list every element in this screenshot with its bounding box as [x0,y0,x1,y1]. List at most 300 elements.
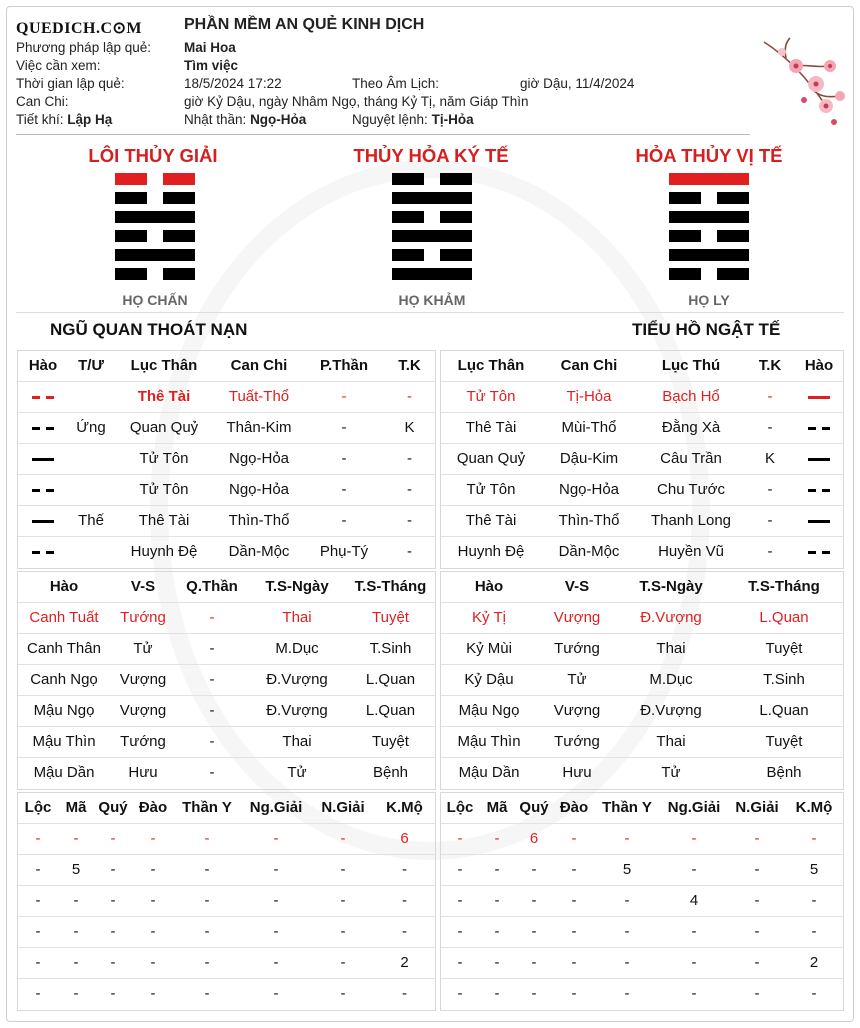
yin-line-icon [32,427,54,430]
table-cell: Tướng [110,602,176,633]
table-cell: L.Quan [725,602,843,633]
column-header: N.Giải [321,798,365,816]
line-symbol-cell [795,443,843,474]
table-cell: 6 [374,823,435,854]
table-header-row [441,792,843,823]
table-row [441,664,843,695]
luc-than-cell: Tử Tôn [441,474,541,505]
table-cell: - [785,885,843,916]
method-label: Phương pháp lập quẻ: [16,40,151,55]
column-header: Lục Thân [457,356,525,374]
table-cell: - [553,885,595,916]
table-cell: - [132,947,174,978]
table-cell: Thai [617,633,725,664]
line-symbol-cell [18,443,68,474]
table-cell: - [659,916,729,947]
table-cell: - [595,947,659,978]
yin-line-5 [392,249,472,261]
table-cell: 2 [374,947,435,978]
table-row [441,474,843,505]
yin-line-icon [32,396,54,399]
the-ung-cell [68,474,114,505]
line-symbol-cell [18,381,68,412]
can-chi-cell: Tuất-Thổ [214,381,304,412]
table-cell: - [729,823,785,854]
table-cell: - [595,916,659,947]
yin-line-1 [115,173,195,185]
can-chi-cell: Mùi-Thổ [541,412,637,443]
table-cell: Hưu [110,757,176,788]
table-cell: Kỷ Tị [441,602,537,633]
table-cell: - [240,978,312,1009]
method-value: Mai Hoa [184,40,236,55]
yang-line-icon [808,458,830,461]
luc-than-cell: Thê Tài [114,505,214,536]
table-cell: Tử [617,757,725,788]
table-luc-than-changed [441,350,843,567]
yang-line-6 [392,268,472,280]
can-chi-cell: Dần-Mộc [541,536,637,567]
tuan-khong-cell: - [745,412,795,443]
yang-line-1 [669,173,749,185]
house-changed: HỌ LY [688,292,730,308]
table-cell: 6 [515,823,553,854]
tuan-khong-cell: - [745,381,795,412]
yang-line-3 [115,211,195,223]
yin-line-icon [32,551,54,554]
tietkhi-info [16,112,112,127]
hexagram-changed [669,173,749,287]
table-cell: Mậu Ngọ [441,695,537,726]
column-header: Hào [804,356,834,374]
lunar-value: giờ Dậu, 11/4/2024 [520,76,635,91]
table-than-sat-changed [441,792,843,1009]
table-cell: L.Quan [346,695,435,726]
yin-line-4 [669,230,749,242]
table-than-sat-main [18,792,435,1009]
table-cell: - [553,823,595,854]
line-symbol-cell [18,474,68,505]
table-cell: Tử [248,757,346,788]
canchi-value: giờ Kỷ Dậu, ngày Nhâm Ngọ, tháng Kỷ Tị, năm Giáp Thìn [184,94,529,109]
tuan-khong-cell: K [745,443,795,474]
table-cell: - [240,947,312,978]
table-row [441,412,843,443]
column-header: T/Ư [78,356,104,374]
column-header: Thần Y [602,798,652,816]
tietkhi-value: Lập Hạ [67,112,113,127]
can-chi-cell: Thìn-Thổ [541,505,637,536]
table-cell: Tuyệt [725,726,843,757]
yang-line-4 [392,230,472,242]
table-cell: - [132,916,174,947]
tuan-khong-cell: - [745,536,795,567]
table-cell: - [312,978,374,1009]
table-cell: Vượng [110,664,176,695]
table-cell: - [58,916,94,947]
table-cell: Thai [248,726,346,757]
yin-line-6 [115,268,195,280]
table-cell: - [240,916,312,947]
table-cell: - [595,978,659,1009]
can-chi-cell: Ngọ-Hỏa [541,474,637,505]
yang-line-icon [32,520,54,523]
yin-line-6 [669,268,749,280]
luc-than-cell: Tử Tôn [441,381,541,412]
table-cell: - [659,823,729,854]
yang-line-icon [32,458,54,461]
table-cell: Tử [110,633,176,664]
table-cell: Mậu Ngọ [18,695,110,726]
table-cell: - [479,916,515,947]
column-header: Hào [474,577,504,595]
nguyetlenh-value: Tị-Hỏa [431,112,474,127]
column-header: Đào [138,798,168,816]
table-row [18,412,435,443]
can-chi-cell: Dần-Mộc [214,536,304,567]
tuan-khong-cell: - [384,536,435,567]
table-cell: Tuyệt [346,726,435,757]
table-row [18,916,435,947]
table-cell: - [312,916,374,947]
luc-thu-cell: Đằng Xà [637,412,745,443]
yin-line-icon [808,551,830,554]
table-cell: - [729,854,785,885]
yin-line-2 [115,192,195,204]
table-cell: - [240,823,312,854]
table-cell: Mậu Dần [441,757,537,788]
table-cell: - [176,633,248,664]
tuan-khong-cell: - [384,505,435,536]
table-cell: Tuyệt [725,633,843,664]
line-symbol-cell [18,505,68,536]
table-row [18,633,435,664]
table-cell: T.Sinh [346,633,435,664]
table-cell: - [515,916,553,947]
table-cell: - [58,885,94,916]
table-cell: - [176,602,248,633]
table-cell: 5 [58,854,94,885]
table-row [18,947,435,978]
table-cell: - [18,916,58,947]
table-cell: - [374,854,435,885]
table-header-row [441,571,843,602]
table-cell: - [374,885,435,916]
yin-line-2 [669,192,749,204]
table-header-row [18,571,435,602]
table-cell: - [515,978,553,1009]
table-cell: - [174,978,240,1009]
tietkhi-label: Tiết khí: [16,112,64,127]
line-symbol-cell [795,381,843,412]
table-luc-than-main [18,350,435,567]
table-cell: - [94,823,132,854]
task-value: Tìm việc [184,58,239,73]
nguyetlenh-info [352,112,474,127]
column-header: T.S-Ngày [639,577,703,595]
table-cell: - [515,885,553,916]
column-header: Ng.Giải [667,798,721,816]
hex-title-changed: HỎA THỦY VỊ TẾ [635,145,783,166]
table-cell: - [441,916,479,947]
can-chi-cell: Thân-Kim [214,412,304,443]
column-header: P.Thần [319,356,369,374]
yang-line-3 [669,211,749,223]
line-symbol-cell [18,412,68,443]
table-cell: Mậu Thìn [18,726,110,757]
table-row [441,823,843,854]
can-chi-cell: Tị-Hỏa [541,381,637,412]
task-label: Việc cần xem: [16,58,101,73]
table-row [441,602,843,633]
yang-line-icon [808,396,830,399]
column-header: T.K [758,356,782,374]
table-cell: - [729,885,785,916]
table-cell: L.Quan [346,664,435,695]
line-symbol-cell [795,505,843,536]
table-cell: - [553,854,595,885]
table-row [18,443,435,474]
table-cell: - [58,947,94,978]
table-cell: - [659,947,729,978]
table-row [18,854,435,885]
table-row [441,443,843,474]
nhatthan-info [184,112,306,127]
luc-than-cell: Huynh Đệ [114,536,214,567]
the-ung-cell: Thế [68,505,114,536]
table-cell: - [94,947,132,978]
the-ung-cell [68,381,114,412]
table-cell: Thai [617,726,725,757]
table-row [441,757,843,788]
table-row [441,695,843,726]
luc-thu-cell: Chu Tước [637,474,745,505]
table-cell: Đ.Vượng [617,602,725,633]
luc-than-cell: Thê Tài [441,505,541,536]
column-header: N.Giải [735,798,779,816]
table-cell: - [659,978,729,1009]
tuan-khong-cell: - [745,474,795,505]
phuc-than-cell: - [304,381,384,412]
table-row [18,505,435,536]
table-cell: - [515,947,553,978]
hexagram-mutual [392,173,472,287]
table-row [18,726,435,757]
table-cell: - [174,947,240,978]
header-divider [16,134,750,135]
table-cell: - [479,854,515,885]
luc-than-cell: Tử Tôn [114,474,214,505]
table-cell: Tướng [537,633,617,664]
line-symbol-cell [18,536,68,567]
yin-line-1 [392,173,472,185]
table-cell: - [176,664,248,695]
table-cell: - [312,854,374,885]
table-row [18,536,435,567]
table-cell: - [176,757,248,788]
table-cell: Đ.Vượng [617,695,725,726]
column-header: V-S [564,577,590,595]
can-chi-cell: Thìn-Thổ [214,505,304,536]
table-cell: Tướng [110,726,176,757]
table-row [441,947,843,978]
column-header: Hào [49,577,79,595]
table-cell: T.Sinh [725,664,843,695]
table-cell: - [240,885,312,916]
table-cell: - [176,726,248,757]
table-cell: - [374,916,435,947]
column-header: Lục Thú [661,356,721,374]
column-header: Quý [98,798,128,816]
table-cell: - [18,947,58,978]
table-cell: - [785,916,843,947]
line-symbol-cell [795,536,843,567]
hex-title-mutual: THỦY HỎA KÝ TẾ [353,145,509,166]
plum-blossom-icon [756,36,848,132]
tuan-khong-cell: - [384,474,435,505]
line-symbol-cell [795,474,843,505]
table-cell: - [132,823,174,854]
table-cell: Kỷ Dậu [441,664,537,695]
table-cell: Bệnh [725,757,843,788]
table-cell: - [729,916,785,947]
column-header: V-S [130,577,156,595]
column-header: Can Chi [560,356,618,374]
canchi-label: Can Chi: [16,94,69,109]
table-cell: - [441,854,479,885]
table-cell: - [374,978,435,1009]
column-header: T.S-Ngày [265,577,329,595]
yin-line-3 [392,211,472,223]
table-cell: - [174,916,240,947]
table-cell: - [312,823,374,854]
table-cell: - [18,885,58,916]
table-cell: - [785,823,843,854]
table-cell: 4 [659,885,729,916]
luc-thu-cell: Thanh Long [637,505,745,536]
table-cell: - [94,885,132,916]
tuan-khong-cell: - [745,505,795,536]
table-cell: Đ.Vượng [248,664,346,695]
can-chi-cell: Ngọ-Hỏa [214,443,304,474]
table-header-row [18,350,435,381]
table-cell: - [58,978,94,1009]
phuc-than-cell: - [304,505,384,536]
table-cell: - [174,854,240,885]
table-header-row [441,350,843,381]
table-cell: - [553,978,595,1009]
table-cell: - [479,947,515,978]
table-cell: L.Quan [725,695,843,726]
table-cell: - [132,885,174,916]
time-label: Thời gian lập quẻ: [16,76,125,91]
table-cell: Bệnh [346,757,435,788]
table-cell: 5 [785,854,843,885]
table-cell: Thai [248,602,346,633]
column-header: Mã [486,798,508,816]
hex-title-main: LÔI THỦY GIẢI [88,145,218,166]
column-header: Lộc [24,798,52,816]
phuc-than-cell: Phụ-Tý [304,536,384,567]
table-cell: 2 [785,947,843,978]
column-header: K.Mộ [795,798,833,816]
table-cell: Vượng [110,695,176,726]
luc-than-cell: Thê Tài [114,381,214,412]
table-row [18,664,435,695]
the-ung-cell: Ứng [68,412,114,443]
table-row [441,916,843,947]
table-row [441,381,843,412]
table-cell: - [479,978,515,1009]
yin-line-icon [32,489,54,492]
tuan-khong-cell: K [384,412,435,443]
table-cell: - [18,978,58,1009]
table-cell: - [240,854,312,885]
section-title-left: NGŨ QUAN THOÁT NẠN [50,320,248,339]
table-row [18,695,435,726]
table-cell: Canh Tuất [18,602,110,633]
table-cell: - [729,947,785,978]
table-cell: Canh Ngọ [18,664,110,695]
yang-line-icon [808,520,830,523]
table-row [441,536,843,567]
table-cell: - [174,823,240,854]
column-header: Lộc [446,798,474,816]
column-header: Ng.Giải [249,798,303,816]
table-cell: - [94,854,132,885]
column-header: Hào [28,356,58,374]
can-chi-cell: Dậu-Kim [541,443,637,474]
section-title-right: TIỂU HỒ NGẬT TẾ [632,320,781,339]
column-header: K.Mộ [386,798,423,816]
time-value: 18/5/2024 17:22 [184,76,282,91]
table-cell: Tướng [537,726,617,757]
line-symbol-cell [795,412,843,443]
table-row [18,823,435,854]
table-row [441,633,843,664]
yin-line-icon [808,489,830,492]
site-logo[interactable]: QUEDICH.C⊙M [16,20,143,37]
table-cell: - [785,978,843,1009]
yang-line-2 [392,192,472,204]
table-cell: - [132,978,174,1009]
table-cell: Đ.Vượng [248,695,346,726]
table-row [441,854,843,885]
luc-thu-cell: Huyền Vũ [637,536,745,567]
yin-line-4 [115,230,195,242]
column-header: T.S-Tháng [354,577,427,595]
table-row [18,602,435,633]
luc-than-cell: Quan Quỷ [441,443,541,474]
table-row [18,757,435,788]
table-cell: - [479,885,515,916]
table-cell: - [595,885,659,916]
table-cell: M.Dục [617,664,725,695]
table-cell: Mậu Thìn [441,726,537,757]
yin-line-icon [808,427,830,430]
table-cell: Kỷ Mùi [441,633,537,664]
table-cell: 5 [595,854,659,885]
table-row [18,381,435,412]
nhatthan-label: Nhật thần: [184,112,247,127]
table-cell: Tử [537,664,617,695]
table-cell: Hưu [537,757,617,788]
table-cell: - [595,823,659,854]
column-header: Lục Thân [130,356,198,374]
table-cell: - [58,823,94,854]
table-cell: - [479,823,515,854]
table-header-row [18,792,435,823]
